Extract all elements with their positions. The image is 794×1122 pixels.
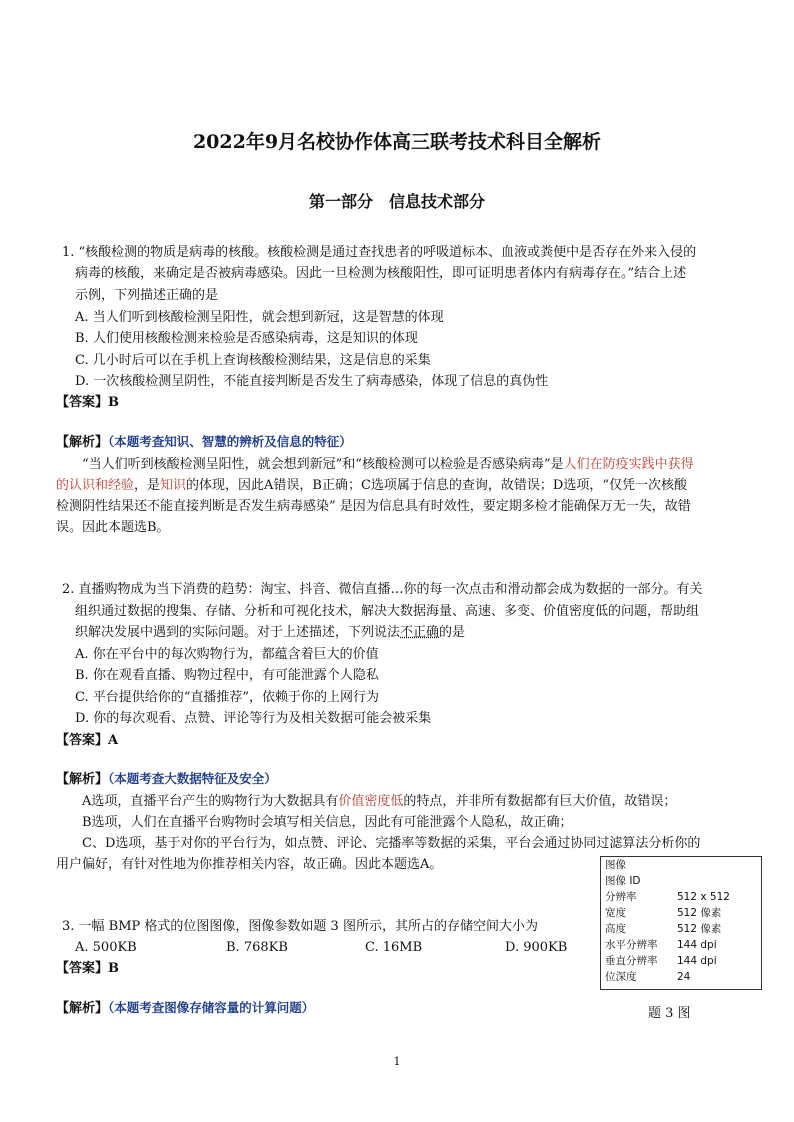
figure-row-label: 高度 [605, 923, 626, 935]
q3-option-a: A. 500KB [75, 940, 137, 955]
section-heading: 第一部分 信息技术部分 [308, 192, 485, 211]
figure-row-value: 24 [677, 971, 691, 983]
q2-option-b: B. 你在观看直播、购物过程中，有可能泄露个人隐私 [75, 668, 379, 683]
q1-analysis-line-1: “当人们听到核酸检测呈阳性，就会想到新冠”和“核酸检测可以检验是否感染病毒”是人们在防疫实践中获得 [82, 457, 694, 472]
figure-row-label: 垂直分辨率 [605, 955, 658, 967]
answer-label: 【答案】 [56, 395, 109, 410]
q2-stem-line-1: 2. 直播购物成为当下消费的趋势：淘宝、抖音、微信直播…你的每一次点击和滑动都会成为数据的一部分。有关 [62, 582, 703, 597]
figure-header: 图像 [605, 859, 626, 871]
q1-analysis-line-3: 检测阴性结果还不能直接判断是否发生病毒感染” 是因为信息具有时效性，要定期多检才能确保万无一失，故错 [56, 499, 691, 514]
answer-value: B [108, 961, 120, 976]
q2-analysis-line-4: 用户偏好，有针对性地为你推荐相关内容，故正确。因此本题选A。 [56, 857, 443, 872]
analysis-topic: （本题考查知识、智慧的辨析及信息的特征） [108, 434, 352, 449]
q3-option-c: C. 16MB [365, 940, 423, 955]
image-properties-figure [600, 856, 762, 990]
figure-row-label: 分辨率 [605, 891, 637, 903]
figure-row-value: 512 x 512 [677, 891, 730, 903]
q2-analysis-line-2: B选项，人们在直播平台购物时会填写相关信息，因此有可能泄露个人隐私，故正确； [82, 815, 573, 830]
q2-stem-line-3: 织解决发展中遇到的实际问题。对于上述描述，下列说法不正确的是 [75, 625, 466, 640]
analysis-label: 【解析】 [56, 1001, 109, 1016]
analysis-topic: （本题考查大数据特征及安全） [108, 771, 277, 786]
analysis-topic: （本题考查图像存储容量的计算问题） [108, 1000, 315, 1015]
answer-label: 【答案】 [56, 733, 109, 748]
answer-value: A [108, 733, 119, 748]
page-number: 1 [393, 1055, 401, 1068]
figure-row-value: 144 dpi [677, 955, 717, 967]
page-title: 2022年9月名校协作体高三联考技术科目全解析 [192, 131, 602, 153]
q3-option-b: B. 768KB [226, 940, 288, 955]
q1-analysis-line-4: 误。因此本题选B。 [56, 520, 170, 535]
q1-option-d: D. 一次核酸检测呈阴性，不能直接判断是否发生了病毒感染，体现了信息的真伪性 [75, 374, 549, 389]
q1-option-a: A. 当人们听到核酸检测呈阳性，就会想到新冠，这是智慧的体现 [75, 310, 444, 325]
q2-option-a: A. 你在平台中的每次购物行为，都蕴含着巨大的价值 [75, 647, 379, 662]
q2-stem-line-2: 组织通过数据的搜集、存储、分析和可视化技术，解决大数据海量、高速、多变、价值密度低的问题，帮助组 [75, 604, 700, 619]
q2-answer [56, 731, 118, 751]
q3-answer [56, 959, 119, 979]
figure-row-value: 512 像素 [677, 907, 722, 919]
figure-row-value: 512 像素 [677, 923, 722, 935]
q2-analysis-line-3: C、D选项，基于对你的平台行为，如点赞、评论、完播率等数据的采集，平台会通过协同过滤算法分析你的 [82, 836, 701, 851]
q2-analysis-line-1: A选项，直播平台产生的购物行为大数据具有价值密度低的特点，并非所有数据都有巨大价值，故错误； [82, 794, 677, 809]
answer-label: 【答案】 [56, 961, 109, 976]
answer-value: B [108, 395, 120, 410]
q1-stem-line-2: 病毒的核酸，来确定是否被病毒感染。因此一旦检测为核酸阳性，即可证明患者体内有病毒存在。”结合上述 [75, 266, 687, 281]
q1-option-c: C. 几小时后可以在手机上查询核酸检测结果，这是信息的采集 [75, 353, 431, 368]
q1-analysis-line-2: 的认识和经验，是知识的体现，因此A错误，B正确；C选项属于信息的查询，故错误；D选项，“仅凭一次核酸 [56, 478, 688, 493]
q3-analysis-heading [56, 998, 314, 1019]
q2-analysis-heading [56, 769, 277, 790]
q2-option-d: D. 你的每次观看、点赞、评论等行为及相关数据可能会被采集 [75, 711, 432, 726]
figure-row-label: 宽度 [605, 907, 626, 919]
q3-stem: 3. 一幅 BMP 格式的位图图像，图像参数如题 3 图所示，其所占的存储空间大小为 [62, 919, 538, 934]
analysis-label: 【解析】 [56, 772, 109, 787]
figure-row-label: 水平分辨率 [605, 939, 658, 951]
analysis-label: 【解析】 [56, 435, 109, 450]
q1-option-b: B. 人们使用核酸检测来检验是否感染病毒，这是知识的体现 [75, 331, 418, 346]
figure-row-label: 图像 ID [605, 875, 641, 887]
q2-option-c: C. 平台提供给你的“直播推荐”，依赖于你的上网行为 [75, 690, 380, 705]
q1-answer [56, 393, 119, 413]
q3-option-d: D. 900KB [505, 940, 568, 955]
figure-row-value: 144 dpi [677, 939, 717, 951]
figure-caption: 题 3 图 [648, 1006, 691, 1021]
emphasis-not-correct: 不正确 [400, 625, 440, 640]
q1-stem-line-3: 示例，下列描述正确的是 [75, 288, 219, 303]
q1-stem-line-1: 1. “核酸检测的物质是病毒的核酸。核酸检测是通过查找患者的呼吸道标本、血液或粪便中是否存在外来入侵的 [62, 245, 697, 260]
figure-row-label: 位深度 [605, 971, 637, 983]
q1-analysis-heading [56, 432, 352, 453]
